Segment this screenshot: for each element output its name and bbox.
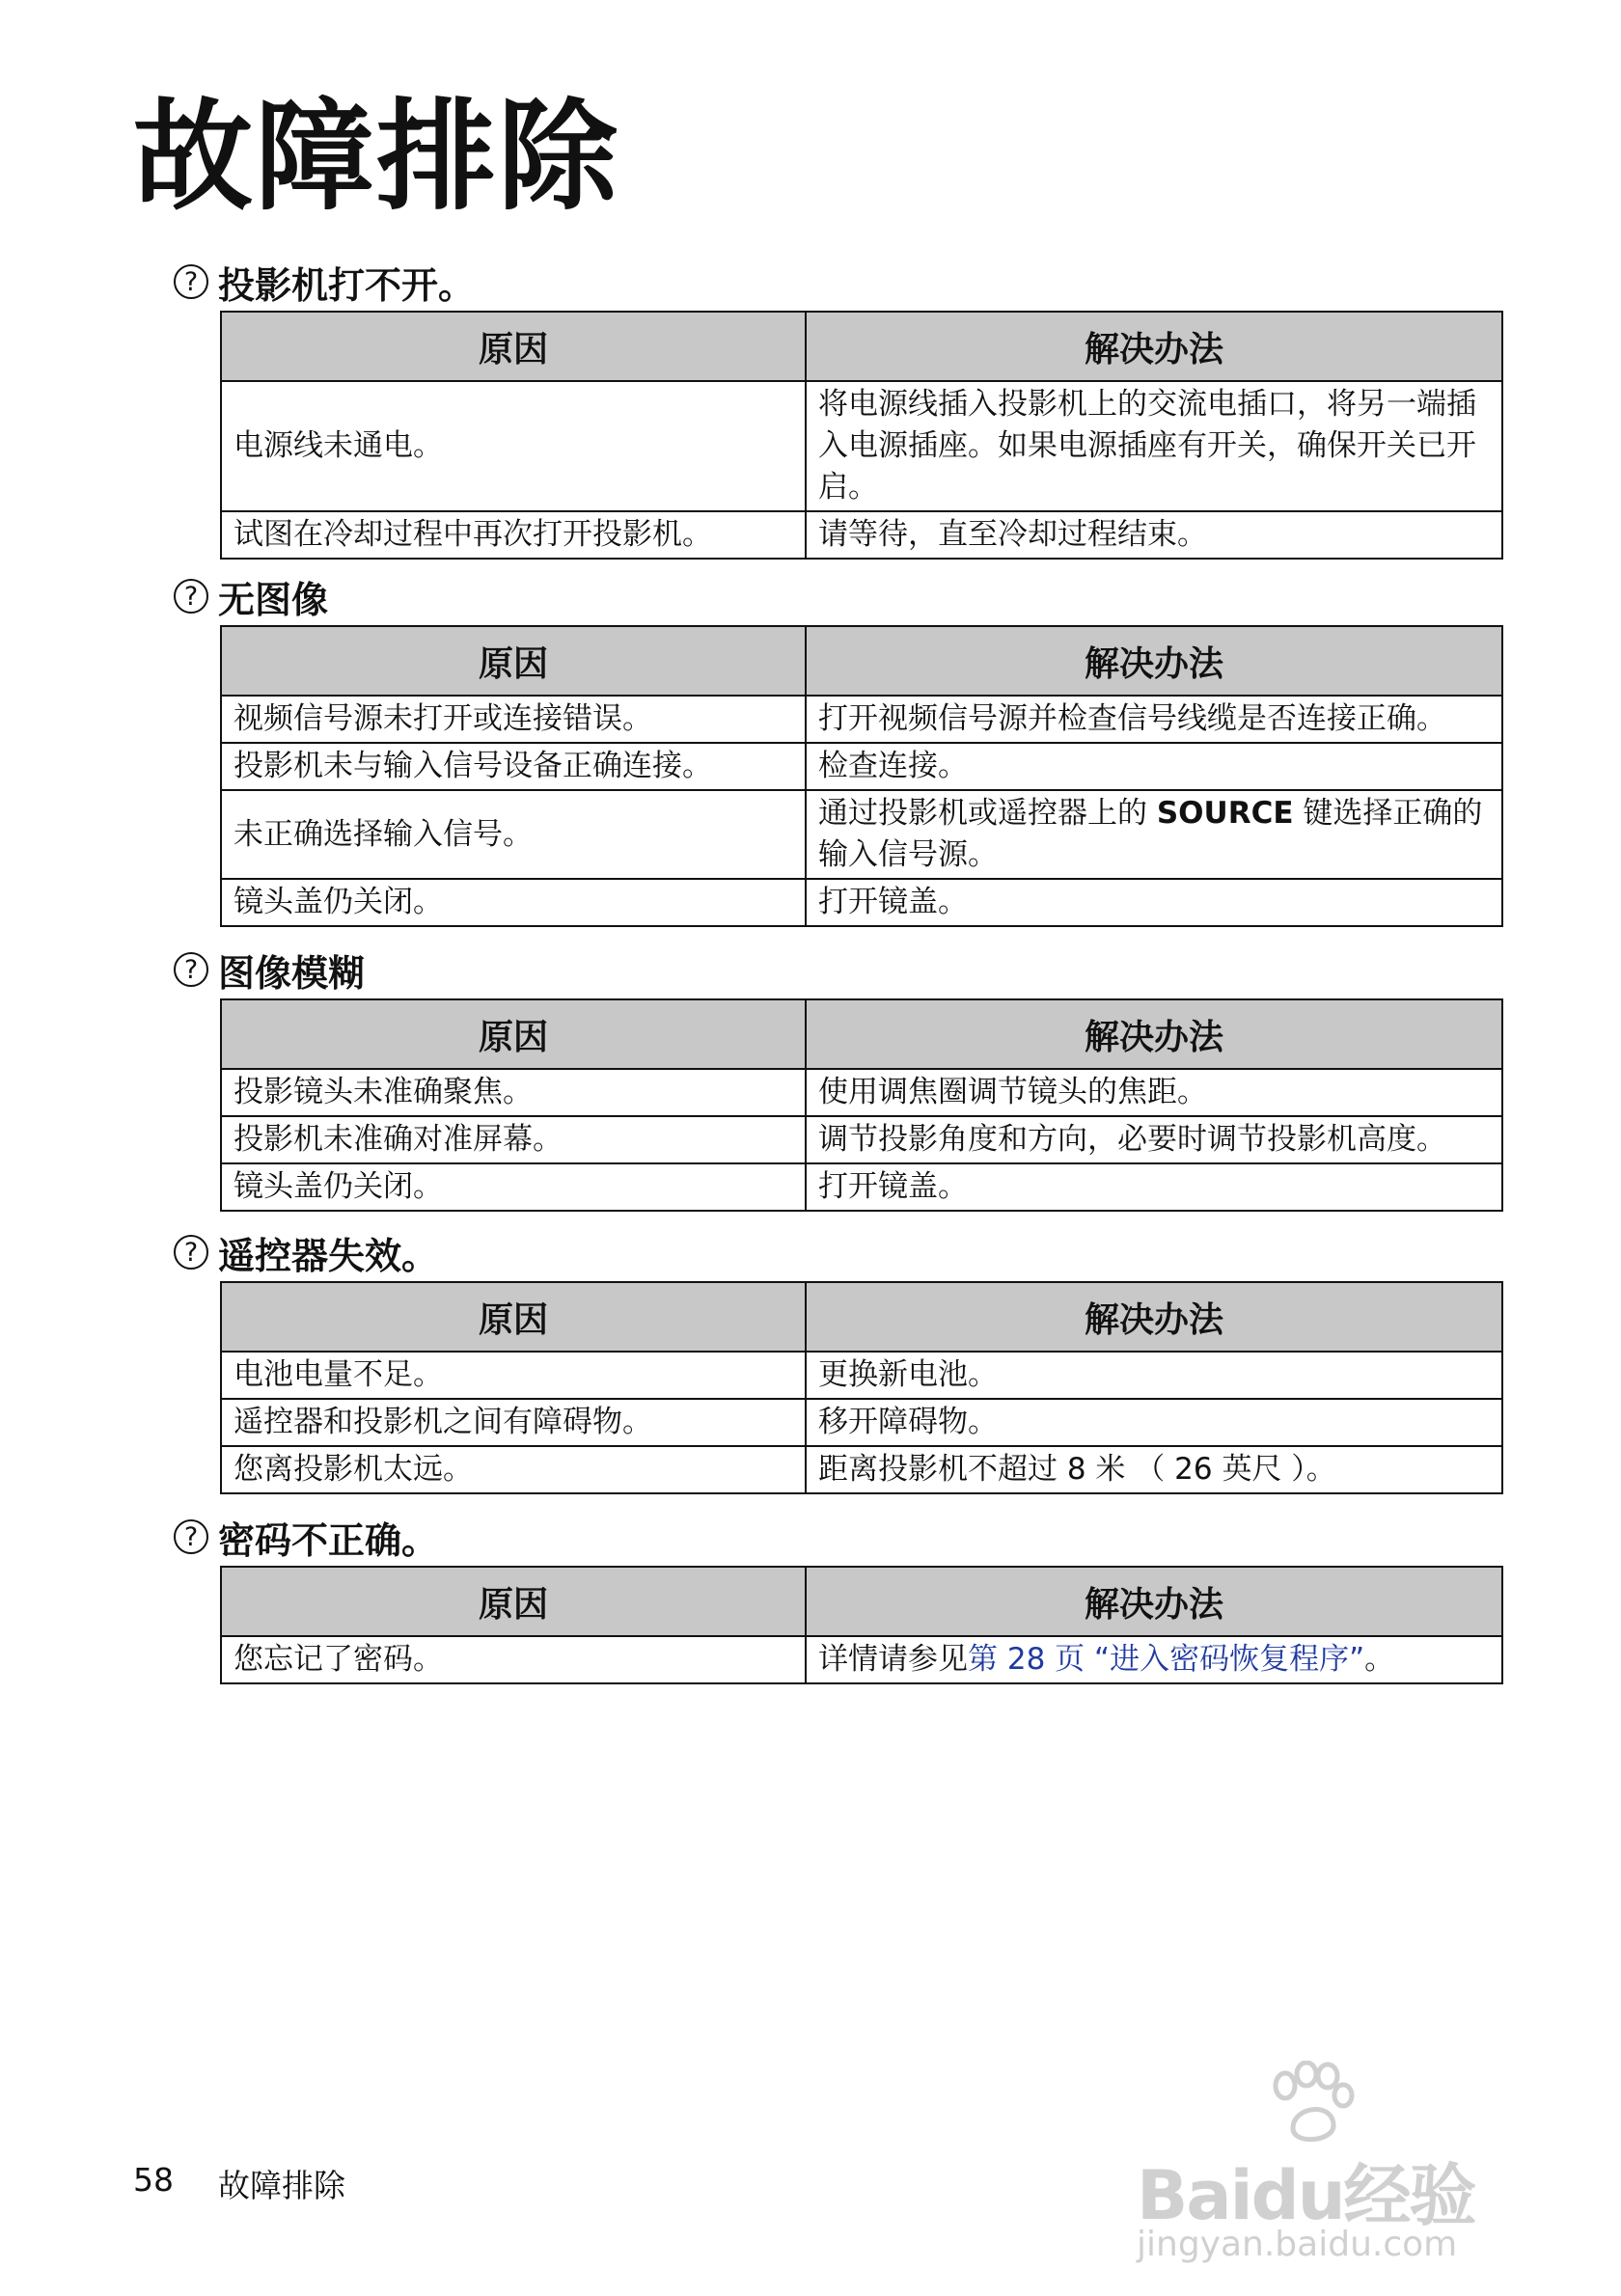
- cause-cell: 投影镜头未准确聚焦。: [221, 1069, 806, 1116]
- solution-text: 详情请参见: [818, 1642, 968, 1677]
- cause-header: 原因: [221, 1567, 806, 1636]
- solution-cell: 检查连接。: [806, 743, 1502, 790]
- question-circle-icon: ?: [174, 952, 208, 987]
- section-no-image: [174, 567, 1501, 927]
- paw-icon: [1264, 2061, 1357, 2147]
- table-header-row: [221, 312, 1502, 381]
- page-title: 故障排除: [133, 88, 620, 227]
- section-heading: [174, 253, 1501, 311]
- table-header-row: [221, 1282, 1502, 1352]
- password-recovery-link[interactable]: 第 28 页 “进入密码恢复程序”: [968, 1642, 1365, 1677]
- section-title: 遥控器失效。: [218, 1234, 439, 1277]
- section-heading: [174, 1223, 1501, 1281]
- troubleshooting-table: [220, 1281, 1503, 1494]
- solution-cell: 请等待，直至冷却过程结束。: [806, 511, 1502, 559]
- solution-header: 解决办法: [806, 1567, 1502, 1636]
- footer-section-title: 故障排除: [218, 2167, 345, 2204]
- table-row: [221, 696, 1502, 743]
- section-wrong-password: [174, 1508, 1501, 1684]
- section-heading: [174, 1508, 1501, 1566]
- solution-cell: 调节投影角度和方向，必要时调节投影机高度。: [806, 1116, 1502, 1163]
- section-title: 无图像: [218, 578, 329, 621]
- solution-text: 通过投影机或遥控器上的: [818, 796, 1157, 831]
- cause-cell: 未正确选择输入信号。: [221, 790, 806, 879]
- table-row: [221, 879, 1502, 926]
- solution-cell: 打开视频信号源并检查信号线缆是否连接正确。: [806, 696, 1502, 743]
- troubleshooting-table: [220, 1566, 1503, 1684]
- question-circle-icon: ?: [174, 1519, 208, 1554]
- cause-cell: 投影机未与输入信号设备正确连接。: [221, 743, 806, 790]
- solution-cell: 打开镜盖。: [806, 1163, 1502, 1211]
- question-circle-icon: ?: [174, 1235, 208, 1270]
- solution-header: 解决办法: [806, 999, 1502, 1069]
- solution-text: 键选择正确的输入信号源。: [818, 796, 1483, 872]
- cause-cell: 遥控器和投影机之间有障碍物。: [221, 1399, 806, 1446]
- table-header-row: [221, 1567, 1502, 1636]
- cause-cell: 您忘记了密码。: [221, 1636, 806, 1683]
- section-remote-failure: [174, 1223, 1501, 1494]
- cause-header: 原因: [221, 312, 806, 381]
- cause-header: 原因: [221, 626, 806, 696]
- question-circle-icon: ?: [174, 264, 208, 299]
- cause-cell: 试图在冷却过程中再次打开投影机。: [221, 511, 806, 559]
- troubleshooting-table: [220, 625, 1503, 927]
- table-row: [221, 1163, 1502, 1211]
- cause-cell: 镜头盖仍关闭。: [221, 1163, 806, 1211]
- watermark-site: jingyan.baidu.com: [1137, 2225, 1458, 2264]
- cause-cell: 镜头盖仍关闭。: [221, 879, 806, 926]
- solution-cell: 更换新电池。: [806, 1352, 1502, 1399]
- page-footer: [133, 2161, 345, 2206]
- table-row: [221, 1636, 1502, 1683]
- solution-text: 。: [1364, 1642, 1395, 1677]
- cause-cell: 您离投影机太远。: [221, 1446, 806, 1493]
- table-row: [221, 1352, 1502, 1399]
- table-row: [221, 1446, 1502, 1493]
- page-number: 58: [133, 2161, 174, 2199]
- table-row: [221, 790, 1502, 879]
- section-power: [174, 253, 1501, 560]
- solution-header: 解决办法: [806, 312, 1502, 381]
- table-row: [221, 1069, 1502, 1116]
- table-row: [221, 1116, 1502, 1163]
- source-key-label: SOURCE: [1156, 796, 1294, 831]
- solution-cell: 距离投影机不超过 8 米 （ 26 英尺 ）。: [806, 1446, 1502, 1493]
- table-header-row: [221, 626, 1502, 696]
- question-circle-icon: ?: [174, 579, 208, 614]
- troubleshooting-table: [220, 998, 1503, 1212]
- section-blurry-image: [174, 941, 1501, 1212]
- section-heading: [174, 941, 1501, 998]
- section-title: 投影机打不开。: [218, 263, 476, 307]
- watermark-logo: Baidu经验: [1137, 2156, 1475, 2235]
- cause-cell: 视频信号源未打开或连接错误。: [221, 696, 806, 743]
- section-heading: [174, 567, 1501, 625]
- table-row: [221, 1399, 1502, 1446]
- table-header-row: [221, 999, 1502, 1069]
- solution-cell: [806, 1636, 1502, 1683]
- cause-cell: 电池电量不足。: [221, 1352, 806, 1399]
- solution-cell: [806, 790, 1502, 879]
- solution-cell: 将电源线插入投影机上的交流电插口，将另一端插入电源插座。如果电源插座有开关，确保开关已开启。: [806, 381, 1502, 511]
- solution-cell: 移开障碍物。: [806, 1399, 1502, 1446]
- solution-cell: 使用调焦圈调节镜头的焦距。: [806, 1069, 1502, 1116]
- table-row: [221, 381, 1502, 511]
- cause-header: 原因: [221, 1282, 806, 1352]
- cause-cell: 电源线未通电。: [221, 381, 806, 511]
- section-title: 密码不正确。: [218, 1518, 439, 1562]
- solution-header: 解决办法: [806, 626, 1502, 696]
- table-row: [221, 511, 1502, 559]
- baidu-watermark: [1137, 2061, 1542, 2264]
- cause-header: 原因: [221, 999, 806, 1069]
- troubleshooting-table: [220, 311, 1503, 560]
- solution-cell: 打开镜盖。: [806, 879, 1502, 926]
- table-row: [221, 743, 1502, 790]
- solution-header: 解决办法: [806, 1282, 1502, 1352]
- section-title: 图像模糊: [218, 951, 366, 995]
- cause-cell: 投影机未准确对准屏幕。: [221, 1116, 806, 1163]
